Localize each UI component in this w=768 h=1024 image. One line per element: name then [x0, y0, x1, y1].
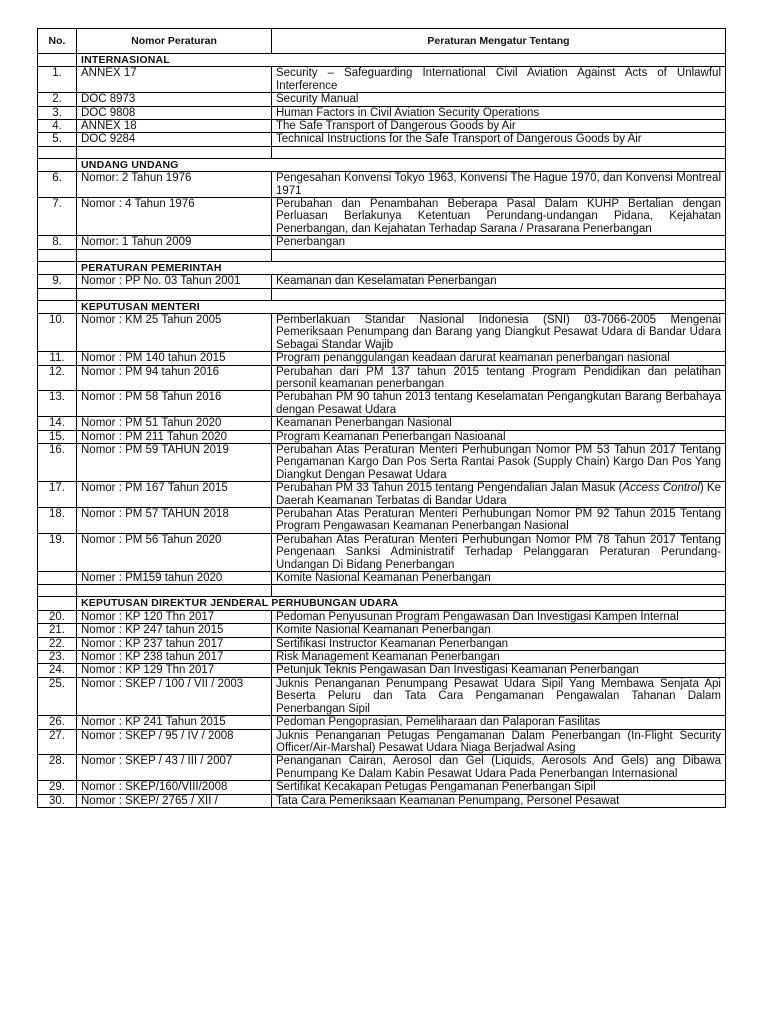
regulation-number: DOC 8973 [77, 93, 272, 106]
description-text: Keamanan Penerbangan Nasional [276, 417, 452, 430]
section-row [38, 54, 726, 67]
regulation-number: Nomer : PM159 tahun 2020 [77, 572, 272, 585]
regulation-description [272, 624, 726, 637]
regulation-description [272, 430, 726, 443]
regulation-description [272, 313, 726, 351]
table-row [38, 624, 726, 637]
description-text: Penerbangan [276, 236, 346, 249]
table-row [38, 533, 726, 571]
description-emphasis: Access Control [622, 482, 700, 495]
description-text: Perubahan dan Penambahan Beberapa Pasal Dalam KUHP Bertalian dengan Perluasan Berlakunya Ketentuan Perundang-undangan Pidana, Kejahatan Penerbangan, dan Kejahatan Terhadap Sarana / Prasarana Penerbangan [276, 198, 721, 235]
description-text: Penanganan Cairan, Aerosol dan Gel (Liquids, Aerosols And Gels) ang Dibawa Penumpang Ke Dalam Kabin Pesawat Udara Pada Penerbangan Internasional [276, 755, 721, 780]
description-text: Petunjuk Teknis Pengawasan Dan Investigasi Keamanan Penerbangan [276, 664, 639, 677]
regulation-description [272, 610, 726, 623]
regulation-description [272, 755, 726, 781]
regulation-number: Nomor : PM 59 TAHUN 2019 [77, 443, 272, 481]
table-row [38, 729, 726, 755]
spacer-row [38, 585, 726, 597]
spacer-cell [272, 146, 726, 158]
spacer-row [38, 146, 726, 158]
section-no-cell [38, 54, 77, 67]
spacer-cell [77, 249, 272, 261]
table-row [38, 236, 726, 249]
regulation-number: Nomor : PM 57 TAHUN 2018 [77, 508, 272, 534]
section-no-cell [38, 597, 77, 610]
description-text: Sertifikat Kecakapan Petugas Pengamanan Penerbangan Sipil [276, 781, 596, 794]
description-text: Security – Safeguarding International Civil Aviation Against Acts of Unlawful Interference [276, 67, 721, 92]
table-row [38, 172, 726, 198]
regulation-description [272, 729, 726, 755]
table-row [38, 443, 726, 481]
row-number: 19. [38, 533, 77, 571]
description-text: Komite Nasional Keamanan Penerbangan [276, 572, 491, 585]
header-nomor-peraturan: Nomor Peraturan [77, 29, 272, 54]
row-number: 29. [38, 781, 77, 794]
regulation-number: Nomor : PM 211 Tahun 2020 [77, 430, 272, 443]
description-text: Keamanan dan Keselamatan Penerbangan [276, 275, 497, 288]
description-text: Komite Nasional Keamanan Penerbangan [276, 624, 491, 637]
header-no: No. [38, 29, 77, 54]
section-title: KEPUTUSAN DIREKTUR JENDERAL PERHUBUNGAN UDARA [77, 597, 726, 610]
table-row [38, 198, 726, 236]
table-row [38, 67, 726, 93]
row-number: 16. [38, 443, 77, 481]
row-number: 13. [38, 391, 77, 417]
table-row [38, 106, 726, 119]
spacer-cell [77, 288, 272, 300]
regulation-number: ANNEX 18 [77, 120, 272, 133]
table-row [38, 610, 726, 623]
row-number: 1. [38, 67, 77, 93]
table-row [38, 677, 726, 715]
regulation-description [272, 417, 726, 430]
section-no-cell [38, 158, 77, 171]
row-number: 9. [38, 275, 77, 288]
regulation-number: Nomor : KM 25 Tahun 2005 [77, 313, 272, 351]
table-row [38, 482, 726, 508]
row-number: 18. [38, 508, 77, 534]
regulation-description [272, 443, 726, 481]
header-row [38, 29, 726, 54]
section-title: INTERNASIONAL [77, 54, 726, 67]
section-title: KEPUTUSAN MENTERI [77, 300, 726, 313]
description-text: Juknis Penanganan Petugas Pengamanan Dalam Penerbangan (In-Flight Security Officer/Air-Marshal) Pesawat Udara Niaga Berjadwal Asing [276, 729, 721, 754]
spacer-row [38, 288, 726, 300]
description-text: Human Factors in Civil Aviation Security Operations [276, 106, 540, 119]
row-number: 8. [38, 236, 77, 249]
table-row [38, 430, 726, 443]
regulation-number: Nomor : PM 167 Tahun 2015 [77, 482, 272, 508]
regulation-description [272, 93, 726, 106]
table-row [38, 313, 726, 351]
regulation-number: Nomor : PM 94 tahun 2016 [77, 365, 272, 391]
section-row [38, 597, 726, 610]
regulation-number: ANNEX 17 [77, 67, 272, 93]
description-text: Program penanggulangan keadaan darurat keamanan penerbangan nasional [276, 352, 670, 365]
row-number: 10. [38, 313, 77, 351]
header-peraturan-tentang: Peraturan Mengatur Tentang [272, 29, 726, 54]
regulation-description [272, 508, 726, 534]
section-title: PERATURAN PEMERINTAH [77, 261, 726, 274]
regulation-number: Nomor : SKEP / 95 / IV / 2008 [77, 729, 272, 755]
regulation-description [272, 106, 726, 119]
regulation-description [272, 120, 726, 133]
row-number: 6. [38, 172, 77, 198]
regulation-description [272, 677, 726, 715]
section-no-cell [38, 261, 77, 274]
regulation-number: Nomor : PM 58 Tahun 2016 [77, 391, 272, 417]
table-row [38, 664, 726, 677]
row-number: 12. [38, 365, 77, 391]
regulation-description [272, 67, 726, 93]
row-number: 11. [38, 352, 77, 365]
table-row [38, 133, 726, 146]
regulation-description [272, 716, 726, 729]
description-text: Pengesahan Konvensi Tokyo 1963, Konvensi The Hague 1970, dan Konvensi Montreal 1971 [276, 172, 721, 197]
spacer-cell [77, 585, 272, 597]
regulation-description [272, 482, 726, 508]
description-text-tail: ) Ke Daerah Keamanan Terbatas di Bandar Udara [276, 482, 721, 507]
regulation-number: Nomor : KP 247 tahun 2015 [77, 624, 272, 637]
section-row [38, 300, 726, 313]
regulation-description [272, 352, 726, 365]
regulation-number: Nomor : PM 51 Tahun 2020 [77, 417, 272, 430]
regulation-number: DOC 9808 [77, 106, 272, 119]
spacer-row [38, 249, 726, 261]
regulation-number: Nomor : PP No. 03 Tahun 2001 [77, 275, 272, 288]
row-number: 3. [38, 106, 77, 119]
description-text: Perubahan PM 90 tahun 2013 tentang Keselamatan Pengangkutan Barang Berbahaya dengan Pesawat Udara [276, 391, 721, 416]
table-body [38, 54, 726, 808]
description-text: Tata Cara Pemeriksaan Keamanan Penumpang, Personel Pesawat [276, 794, 620, 807]
regulation-number: Nomor : KP 129 Thn 2017 [77, 664, 272, 677]
table-row [38, 417, 726, 430]
spacer-cell [38, 249, 77, 261]
spacer-cell [272, 249, 726, 261]
regulation-description [272, 637, 726, 650]
row-number: 17. [38, 482, 77, 508]
regulation-description [272, 236, 726, 249]
regulation-number: Nomor : KP 120 Thn 2017 [77, 610, 272, 623]
regulation-description [272, 391, 726, 417]
spacer-cell [272, 288, 726, 300]
row-number: 26. [38, 716, 77, 729]
table-row [38, 508, 726, 534]
description-text: Pemberlakuan Standar Nasional Indonesia (SNI) 03-7066-2005 Mengenai Pemeriksaan Penumpang dan Barang yang Diangkut Pesawat Udara di Bandar Udara Sebagai Standar Wajib [276, 313, 721, 351]
section-no-cell [38, 300, 77, 313]
description-text: Perubahan Atas Peraturan Menteri Perhubungan Nomor PM 53 Tahun 2017 Tentang Pengamanan Kargo Dan Pos Serta Rantai Pasok (Supply Chain) Kargo Dan Pos Yang Diangkut Dengan Pesawat Udara [276, 443, 721, 481]
regulation-number: Nomor: 2 Tahun 1976 [77, 172, 272, 198]
description-text: Perubahan Atas Peraturan Menteri Perhubungan Nomor PM 78 Tahun 2017 Tentang Pengenaan Sanksi Administratif Terhadap Pelanggaran Peraturan Perundang-Undangan Di Bidang Penerbangan [276, 533, 721, 571]
row-number: 5. [38, 133, 77, 146]
regulation-description [272, 781, 726, 794]
row-number: 21. [38, 624, 77, 637]
table-row [38, 93, 726, 106]
row-number: 22. [38, 637, 77, 650]
section-row [38, 261, 726, 274]
description-text: Program Keamanan Penerbangan Nasioanal [276, 430, 506, 443]
spacer-cell [38, 288, 77, 300]
table-row [38, 781, 726, 794]
regulation-description [272, 365, 726, 391]
regulation-description [272, 533, 726, 571]
row-number: 4. [38, 120, 77, 133]
table-row [38, 794, 726, 807]
description-text: Pedoman Pengoprasian, Pemeliharaan dan Palaporan Fasilitas [276, 716, 601, 729]
regulation-number: Nomor : KP 238 tahun 2017 [77, 651, 272, 664]
section-title: UNDANG UNDANG [77, 158, 726, 171]
regulation-number: Nomor : PM 140 tahun 2015 [77, 352, 272, 365]
table-row [38, 120, 726, 133]
regulation-description [272, 794, 726, 807]
regulation-number: Nomor : SKEP/ 2765 / XII / [77, 794, 272, 807]
table-row [38, 391, 726, 417]
regulation-description [272, 572, 726, 585]
row-number: 23. [38, 651, 77, 664]
spacer-cell [38, 585, 77, 597]
table-row [38, 365, 726, 391]
regulation-number: Nomor : SKEP / 100 / VII / 2003 [77, 677, 272, 715]
spacer-cell [38, 146, 77, 158]
description-text: The Safe Transport of Dangerous Goods by Air [276, 120, 516, 133]
description-text: Security Manual [276, 93, 359, 106]
row-number: 15. [38, 430, 77, 443]
description-text: Perubahan PM 33 Tahun 2015 tentang Pengendalian Jalan Masuk ( [276, 482, 623, 495]
regulation-number: Nomor : SKEP / 43 / III / 2007 [77, 755, 272, 781]
regulation-number: Nomor : KP 241 Tahun 2015 [77, 716, 272, 729]
row-number: 27. [38, 729, 77, 755]
row-number: 28. [38, 755, 77, 781]
section-row [38, 158, 726, 171]
spacer-cell [272, 585, 726, 597]
regulation-number: Nomor : SKEP/160/VIII/2008 [77, 781, 272, 794]
row-number: 7. [38, 198, 77, 236]
table-row [38, 572, 726, 585]
regulation-description [272, 651, 726, 664]
table-row [38, 637, 726, 650]
table-row [38, 651, 726, 664]
row-number [38, 572, 77, 585]
table-row [38, 755, 726, 781]
row-number: 30. [38, 794, 77, 807]
table-row [38, 716, 726, 729]
description-text: Perubahan dari PM 137 tahun 2015 tentang Program Pendidikan dan pelatihan personil keamanan penerbangan [276, 365, 721, 390]
description-text: Sertifikasi Instructor Keamanan Penerbangan [276, 637, 509, 650]
description-text: Perubahan Atas Peraturan Menteri Perhubungan Nomor PM 92 Tahun 2015 Tentang Program Pengawasan Keamanan Penerbangan Nasional [276, 508, 721, 533]
description-text: Juknis Penanganan Penumpang Pesawat Udara Sipil Yang Membawa Senjata Api Beserta Peluru dan Tata Cara Pengamanan Pengawalan Tahanan Dalam Penerbangan Sipil [276, 677, 721, 715]
regulation-number: Nomor : KP 237 tahun 2017 [77, 637, 272, 650]
regulation-description [272, 172, 726, 198]
regulation-description [272, 275, 726, 288]
row-number: 20. [38, 610, 77, 623]
regulation-table [37, 28, 726, 808]
table-row [38, 352, 726, 365]
regulation-description [272, 664, 726, 677]
row-number: 2. [38, 93, 77, 106]
regulation-number: Nomor : 4 Tahun 1976 [77, 198, 272, 236]
regulation-number: Nomor: 1 Tahun 2009 [77, 236, 272, 249]
spacer-cell [77, 146, 272, 158]
description-text: Pedoman Penyusunan Program Pengawasan Dan Investigasi Kampen Internal [276, 610, 679, 623]
regulation-number: DOC 9284 [77, 133, 272, 146]
row-number: 25. [38, 677, 77, 715]
regulation-number: Nomor : PM 56 Tahun 2020 [77, 533, 272, 571]
row-number: 24. [38, 664, 77, 677]
regulation-description [272, 133, 726, 146]
description-text: Risk Management Keamanan Penerbangan [276, 651, 500, 664]
row-number: 14. [38, 417, 77, 430]
description-text: Technical Instructions for the Safe Transport of Dangerous Goods by Air [276, 133, 642, 146]
table-row [38, 275, 726, 288]
regulation-description [272, 198, 726, 236]
